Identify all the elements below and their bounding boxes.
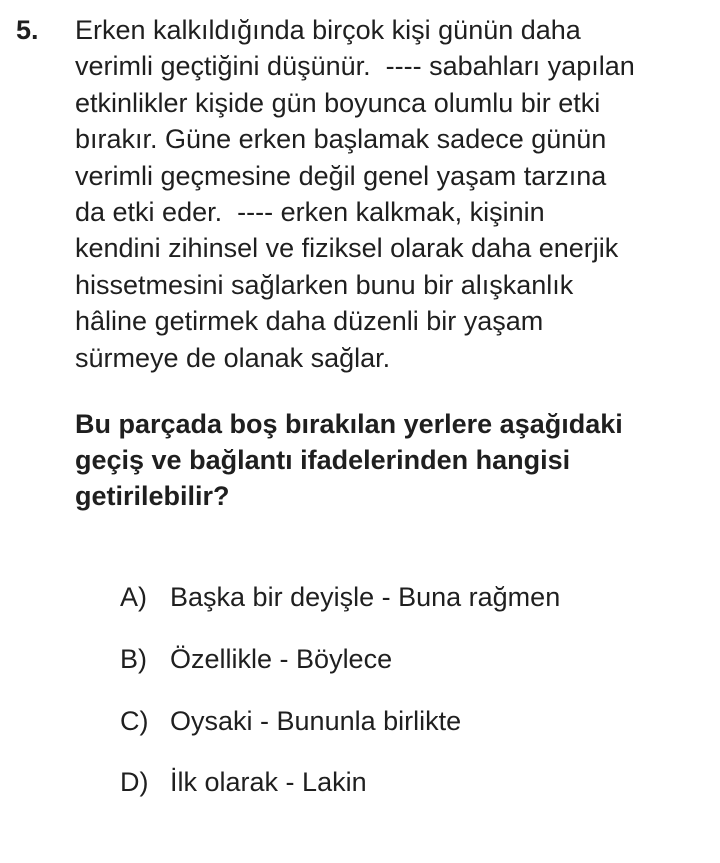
question-stem [75,406,715,514]
option-d[interactable] [75,725,367,797]
passage [75,12,715,376]
stem-line: geçiş ve bağlantı ifadelerinden hangisi [75,445,571,475]
question-number: 5. [16,15,39,45]
option-text: Özellikle - Böylece [170,644,393,674]
passage-line: da etki eder. ---- erken kalkmak, kişinin [75,197,545,228]
passage-line: verimli geçmesine değil genel yaşam tarzına [75,160,607,191]
passage-line: hissetmesini sağlarken bunu bir alışkanlık [75,269,574,300]
passage-line: verimli geçtiğini düşünür. ---- sabahları yapılan [75,51,635,82]
stem-line: getirilebilir? [75,481,230,511]
option-a[interactable] [75,540,561,612]
stem-line: Bu parçada boş bırakılan yerlere aşağıdaki [75,409,623,439]
option-letter: B) [120,644,148,674]
option-text: Başka bir deyişle - Buna rağmen [170,582,561,612]
option-letter: A) [120,582,148,612]
option-c[interactable] [75,664,462,736]
option-b[interactable] [75,602,393,674]
option-text: Oysaki - Bununla birlikte [170,706,462,736]
passage-line: hâline getirmek daha düzenli bir yaşam [75,306,544,337]
option-text: İlk olarak - Lakin [170,767,367,797]
passage-line: kendini zihinsel ve fiziksel olarak daha enerjik [75,233,619,264]
passage-line: bırakır. Güne erken başlamak sadece günün [75,124,607,155]
option-letter: C) [120,706,149,736]
passage-line: etkinlikler kişide gün boyunca olumlu bir etki [75,87,601,118]
passage-line: sürmeye de olanak sağlar. [75,342,391,373]
option-letter: D) [120,767,149,797]
passage-line: Erken kalkıldığında birçok kişi günün daha [75,15,581,45]
